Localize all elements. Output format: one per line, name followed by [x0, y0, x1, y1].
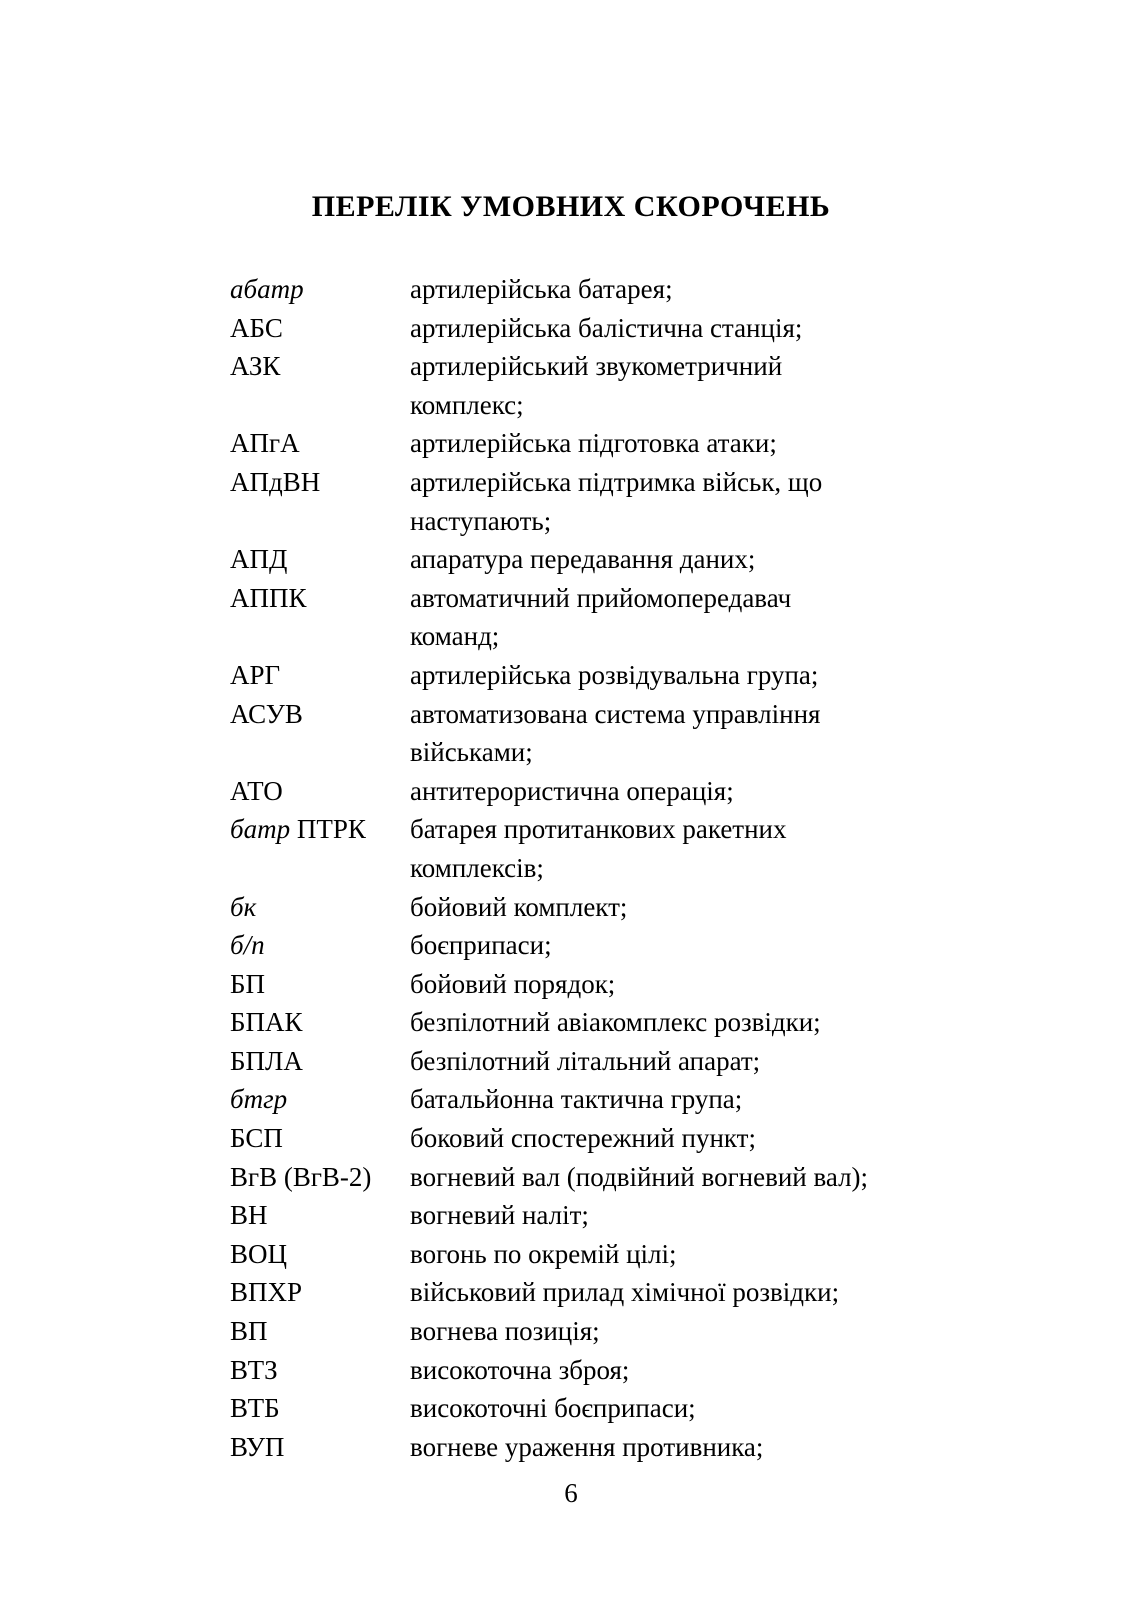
definition-line: батальйонна тактична група;: [410, 1084, 743, 1115]
list-item: [230, 1428, 1012, 1467]
list-item: [230, 579, 1012, 656]
definition-line: батарея протитанкових ракетних: [410, 814, 787, 845]
definition: [410, 270, 995, 309]
abbreviation: [230, 1351, 410, 1390]
abbreviation: [230, 1428, 410, 1467]
abbreviation-text: батр: [230, 814, 291, 845]
definition-line: артилерійська батарея;: [410, 274, 673, 304]
abbreviation: [230, 1312, 410, 1351]
definition: [410, 1235, 995, 1274]
definition: [410, 1119, 995, 1158]
definition-line: комплекс;: [410, 389, 524, 420]
list-item: [230, 810, 1012, 887]
abbreviation: [230, 1158, 410, 1197]
definition-line: бойовий комплект;: [410, 891, 628, 922]
list-item: [230, 347, 1012, 424]
definition-line: військовий прилад хімічної розвідки;: [410, 1277, 840, 1308]
list-item: [230, 1003, 1012, 1042]
abbreviation-text: ВН: [230, 1200, 268, 1231]
list-item: [230, 1080, 1012, 1119]
abbreviation-text: АПдВН: [230, 466, 321, 497]
abbreviation: [230, 1080, 410, 1119]
list-item: [230, 270, 1012, 309]
definition: [410, 424, 995, 463]
abbreviation-text: АПД: [230, 544, 288, 575]
abbreviation: [230, 772, 410, 811]
abbreviation-text: АТО: [230, 775, 283, 806]
definition-line: апаратура передавання даних;: [410, 544, 756, 575]
list-item: [230, 695, 1012, 772]
page-title: ПЕРЕЛІК УМОВНИХ СКОРОЧЕНЬ: [311, 190, 831, 223]
abbreviation-text: ПТРК: [290, 814, 366, 845]
abbreviation-text: ВПХР: [230, 1277, 303, 1308]
definition-line: артилерійський звукометричний: [410, 351, 783, 382]
definition-line: автоматичний прийомопередавач: [410, 582, 792, 613]
definition: [410, 463, 995, 540]
abbreviation: [230, 965, 410, 1004]
list-item: [230, 1235, 1012, 1274]
abbreviation-text: ВгВ (ВгВ-2): [230, 1161, 372, 1192]
list-item: [230, 1158, 1012, 1197]
list-item: [230, 1389, 1012, 1428]
abbreviation-text: АБС: [230, 312, 283, 343]
definition: [410, 1042, 995, 1081]
abbreviation-text: БП: [230, 968, 266, 999]
definition-line: високоточна зброя;: [410, 1354, 630, 1385]
list-item: [230, 772, 1012, 811]
list-item: [230, 1312, 1012, 1351]
abbreviation: [230, 695, 410, 734]
definition: [410, 772, 995, 811]
definition-line: бойовий порядок;: [410, 968, 616, 999]
definition-line: безпілотний літальний апарат;: [410, 1045, 761, 1076]
definition-line: команд;: [410, 621, 500, 652]
definition: [410, 1158, 995, 1197]
definition: [410, 695, 995, 772]
abbreviation: [230, 1042, 410, 1081]
definition-line: артилерійська підготовка атаки;: [410, 428, 777, 459]
list-item: [230, 1196, 1012, 1235]
definition-line: наступають;: [410, 505, 552, 536]
list-item: [230, 965, 1012, 1004]
abbreviation-text: АРГ: [230, 659, 281, 690]
abbreviation-text: АПгА: [230, 428, 300, 459]
definition: [410, 1273, 995, 1312]
list-item: [230, 656, 1012, 695]
abbreviation-text: АСУВ: [230, 698, 303, 729]
definition: [410, 309, 995, 348]
abbreviation-text: АЗК: [230, 351, 281, 382]
list-item: [230, 1042, 1012, 1081]
abbreviation: [230, 1389, 410, 1428]
abbreviation: [230, 1003, 410, 1042]
list-item: [230, 1351, 1012, 1390]
abbreviation-text: ВТЗ: [230, 1354, 278, 1385]
definition: [410, 1003, 995, 1042]
abbreviation-text: БСП: [230, 1123, 283, 1154]
definition: [410, 1080, 995, 1119]
list-item: [230, 463, 1012, 540]
definition: [410, 1389, 995, 1428]
abbreviation-text: ВУП: [230, 1431, 285, 1462]
list-item: [230, 540, 1012, 579]
definition-line: артилерійська підтримка військ, що: [410, 466, 823, 497]
definition: [410, 1196, 995, 1235]
list-item: [230, 1273, 1012, 1312]
abbreviation-text: АППК: [230, 582, 307, 613]
definition: [410, 347, 995, 424]
definition: [410, 1351, 995, 1390]
list-item: [230, 1119, 1012, 1158]
abbreviation: [230, 1273, 410, 1312]
abbreviation: [230, 270, 410, 309]
abbreviation: [230, 424, 410, 463]
abbreviation: [230, 926, 410, 965]
definition-line: високоточні боєприпаси;: [410, 1393, 696, 1424]
definition: [410, 965, 995, 1004]
definition: [410, 540, 995, 579]
abbreviation-text: абатр: [230, 274, 304, 304]
abbreviation: [230, 463, 410, 502]
abbreviation: [230, 579, 410, 618]
definition-line: боковий спостережний пункт;: [410, 1123, 756, 1154]
abbreviation: [230, 347, 410, 386]
abbreviation: [230, 888, 410, 927]
abbreviation-text: б/п: [230, 930, 265, 961]
abbreviation-text: БПАК: [230, 1007, 303, 1038]
definition-line: боєприпаси;: [410, 930, 552, 961]
list-item: [230, 424, 1012, 463]
definition: [410, 888, 995, 927]
definition: [410, 810, 995, 887]
abbreviation: [230, 1196, 410, 1235]
definition: [410, 926, 995, 965]
abbreviation: [230, 309, 410, 348]
definition-line: вогневе ураження противника;: [410, 1431, 764, 1462]
abbreviation: [230, 1119, 410, 1158]
definition: [410, 656, 995, 695]
abbreviation-text: БПЛА: [230, 1045, 303, 1076]
definition: [410, 1428, 995, 1467]
definition-line: автоматизована система управління: [410, 698, 821, 729]
abbreviation-list: [230, 270, 1012, 1466]
abbreviation: [230, 810, 410, 849]
definition-line: вогнева позиція;: [410, 1316, 600, 1347]
abbreviation-text: ВОЦ: [230, 1238, 288, 1269]
abbreviation-text: ВТБ: [230, 1393, 280, 1424]
abbreviation: [230, 540, 410, 579]
definition: [410, 579, 995, 656]
definition-line: військами;: [410, 737, 533, 768]
list-item: [230, 309, 1012, 348]
definition-line: вогонь по окремій цілі;: [410, 1238, 677, 1269]
list-item: [230, 888, 1012, 927]
abbreviation-text: бк: [230, 891, 257, 922]
definition-line: вогневий вал (подвійний вогневий вал);: [410, 1161, 869, 1192]
definition-line: комплексів;: [410, 852, 544, 883]
abbreviation-text: ВП: [230, 1316, 268, 1347]
abbreviation: [230, 1235, 410, 1274]
page-number: 6: [564, 1478, 578, 1508]
definition-line: артилерійська розвідувальна група;: [410, 659, 819, 690]
definition-line: вогневий наліт;: [410, 1200, 589, 1231]
abbreviation: [230, 656, 410, 695]
definition-line: безпілотний авіакомплекс розвідки;: [410, 1007, 821, 1038]
list-item: [230, 926, 1012, 965]
definition-line: артилерійська балістична станція;: [410, 312, 803, 343]
definition: [410, 1312, 995, 1351]
definition-line: антитерористична операція;: [410, 775, 734, 806]
abbreviation-text: бтгр: [230, 1084, 288, 1115]
